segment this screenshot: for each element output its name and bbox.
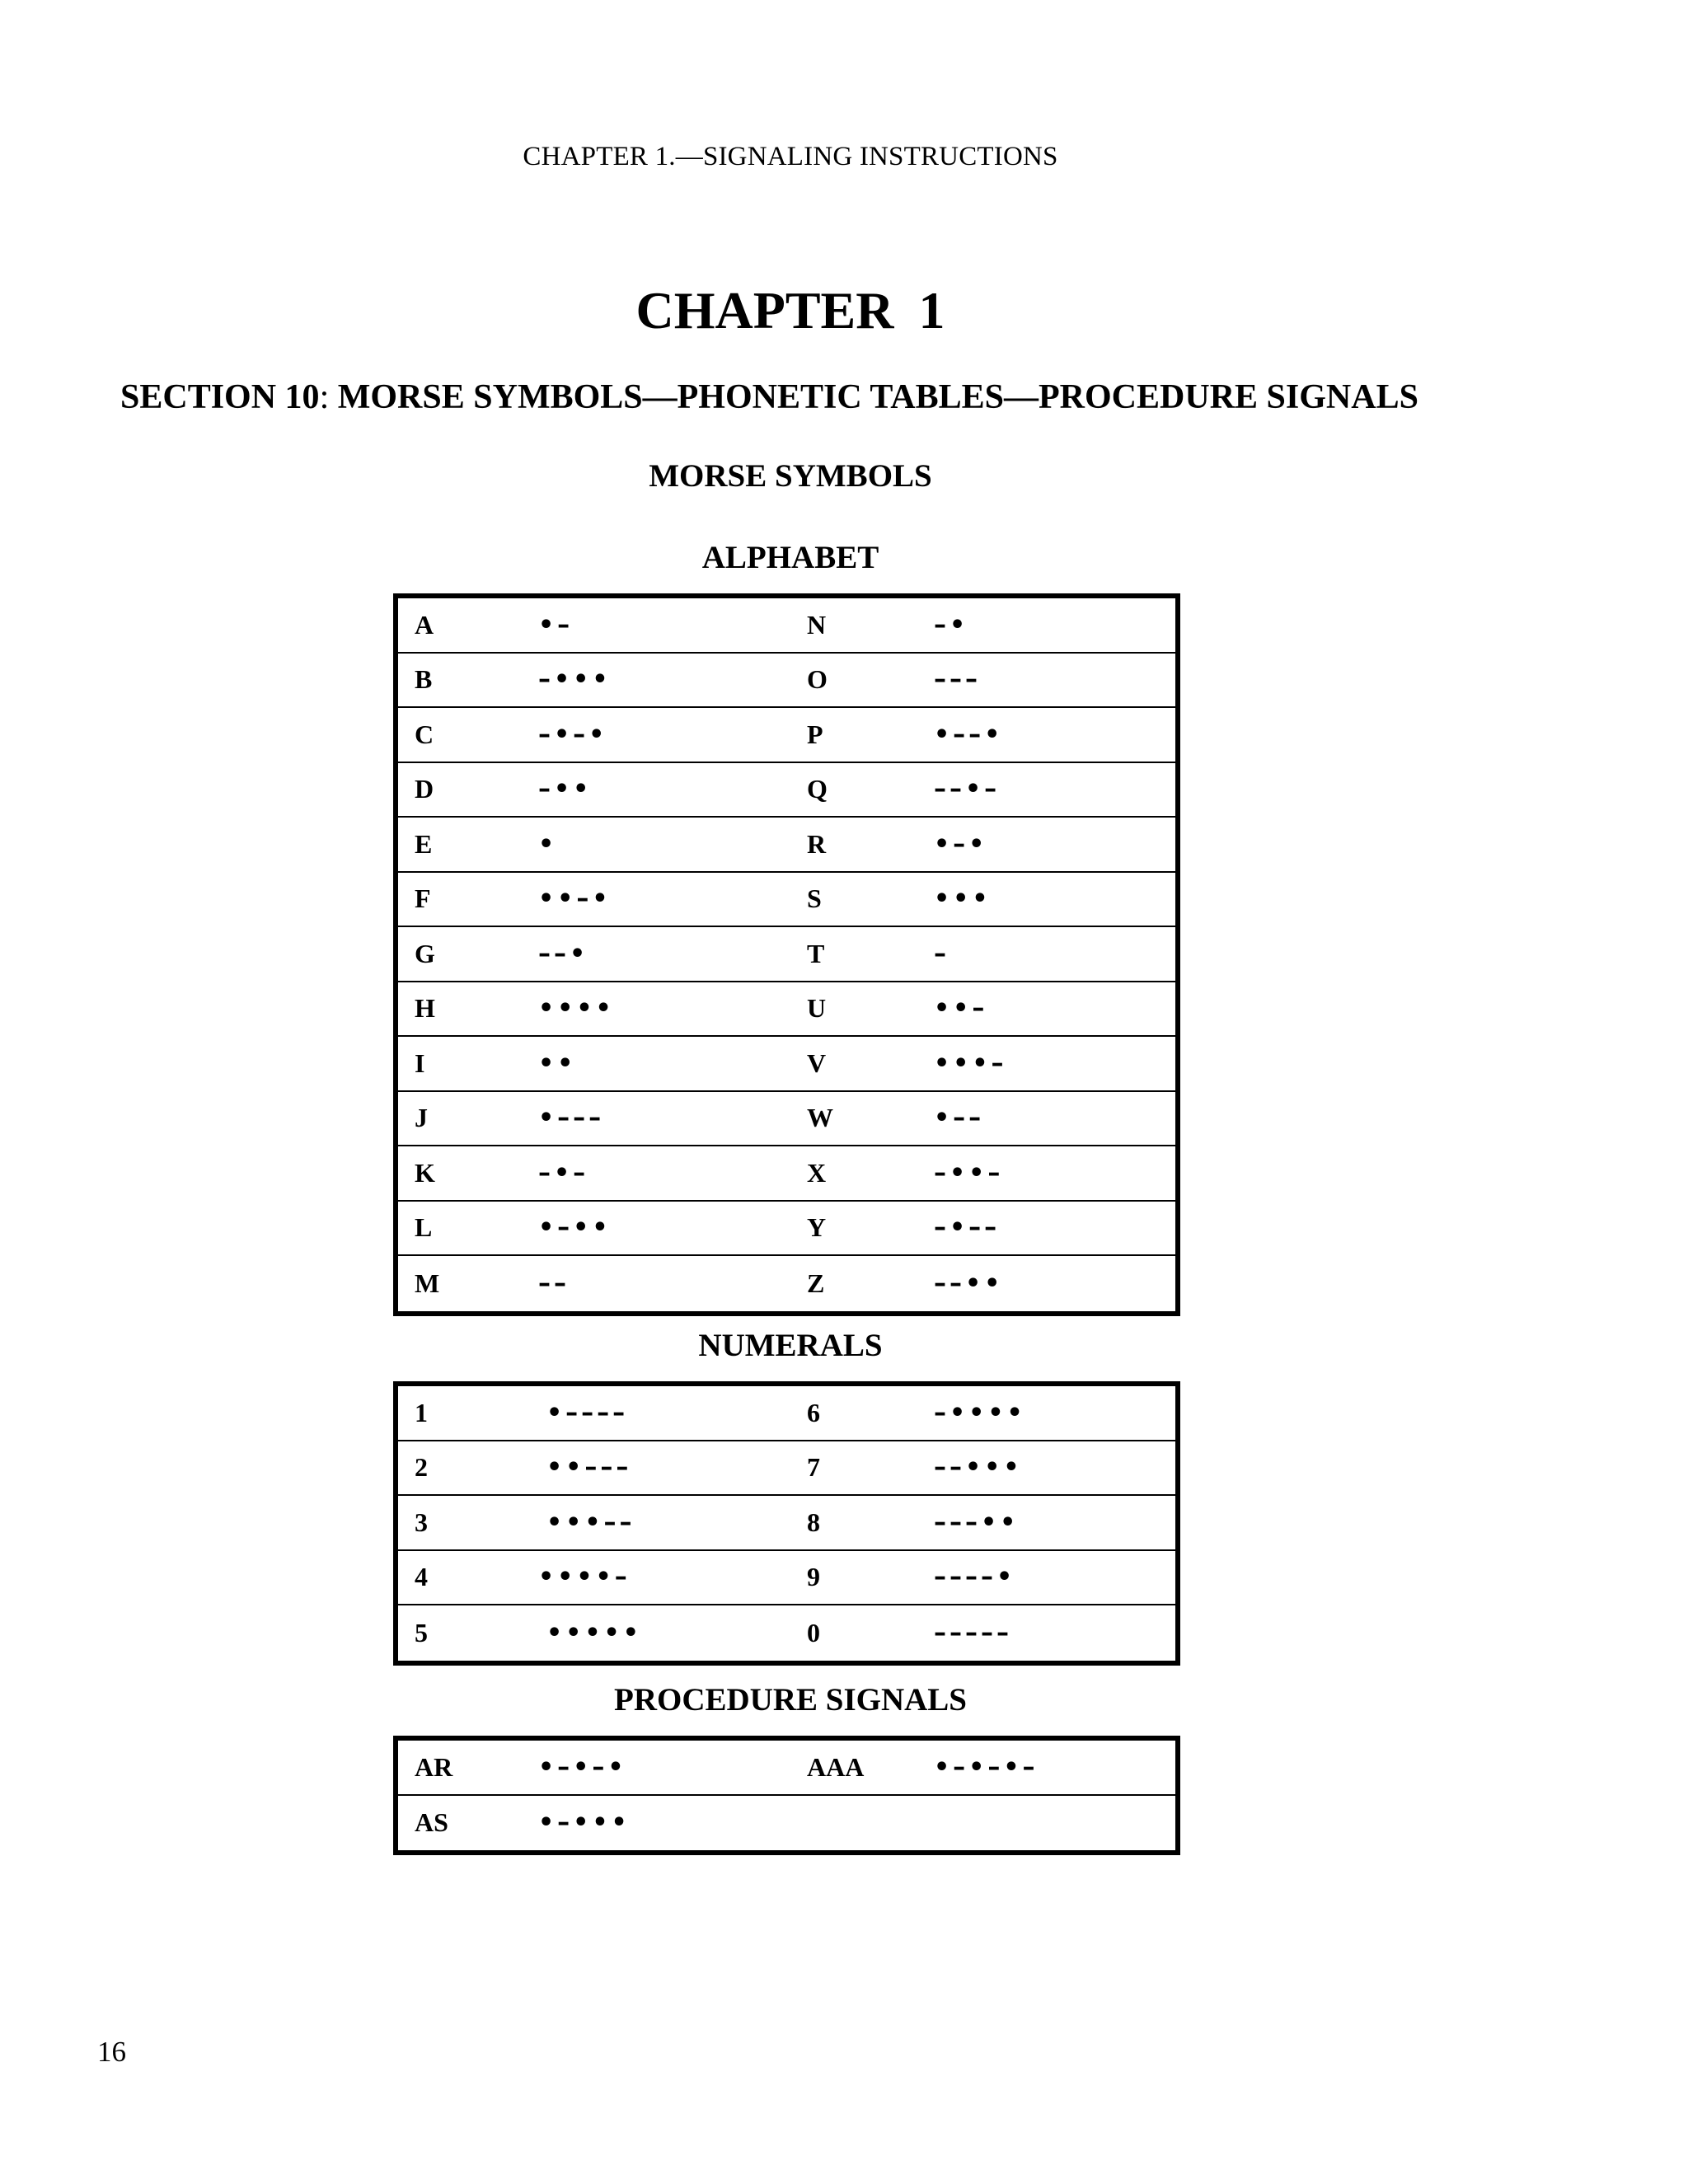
morse-code-cell: ––••• xyxy=(934,1453,1023,1483)
letter-cell: N xyxy=(807,609,827,640)
alphabet-table xyxy=(393,593,1180,1316)
morse-code-cell: •––– xyxy=(538,1104,605,1133)
table-row xyxy=(398,763,1175,818)
letter-cell: K xyxy=(415,1157,435,1188)
morse-code-cell: •––• xyxy=(934,719,1004,749)
morse-code-cell: ••– xyxy=(934,994,988,1024)
numeral-cell: 7 xyxy=(807,1452,820,1483)
letter-cell: W xyxy=(807,1103,833,1133)
numerals-table xyxy=(393,1381,1180,1666)
letter-cell: H xyxy=(415,993,435,1024)
numeral-cell: 6 xyxy=(807,1397,820,1427)
table-row xyxy=(398,1386,1175,1441)
morse-code-cell: –– xyxy=(538,1268,570,1298)
table-row xyxy=(398,1441,1175,1497)
table-row xyxy=(398,1146,1175,1202)
letter-cell: X xyxy=(807,1157,827,1188)
running-head: CHAPTER 1.—SIGNALING INSTRUCTIONS xyxy=(523,142,1058,171)
morse-code-cell: –•••• xyxy=(934,1398,1026,1427)
letter-cell: P xyxy=(807,719,823,749)
morse-code-cell: ••••• xyxy=(546,1618,642,1647)
morse-code-cell: ––•• xyxy=(934,1268,1004,1298)
letter-cell: S xyxy=(807,883,822,914)
signal-cell: AAA xyxy=(807,1751,865,1782)
morse-code-cell: •• xyxy=(538,1048,577,1078)
letter-cell: J xyxy=(415,1103,428,1133)
morse-code-cell: ••––– xyxy=(546,1453,632,1483)
morse-code-cell: •–•–•– xyxy=(934,1752,1039,1782)
table-row xyxy=(398,1037,1175,1092)
alphabet-heading: ALPHABET xyxy=(701,540,879,575)
table-row xyxy=(398,1092,1175,1147)
signal-cell: AS xyxy=(415,1807,448,1838)
morse-code-cell: •–– xyxy=(934,1104,985,1133)
letter-cell: M xyxy=(415,1268,440,1298)
morse-code-cell: –••• xyxy=(538,665,612,695)
letter-cell: Q xyxy=(807,774,828,804)
section-colon: : xyxy=(319,378,330,416)
morse-code-cell: ••–• xyxy=(538,884,612,914)
numerals-heading: NUMERALS xyxy=(698,1328,883,1363)
morse-code-cell: –•• xyxy=(538,775,593,804)
letter-cell: V xyxy=(807,1047,827,1078)
morse-code-cell: –•– xyxy=(538,1158,589,1188)
procedure-signals-table xyxy=(393,1736,1180,1855)
letter-cell: I xyxy=(415,1047,425,1078)
letter-cell: D xyxy=(415,774,434,804)
table-row xyxy=(398,1256,1175,1311)
morse-code-cell: •– xyxy=(538,610,574,640)
morse-code-cell: –•–– xyxy=(934,1213,1001,1243)
numeral-cell: 0 xyxy=(807,1617,820,1647)
morse-code-cell: •–•–• xyxy=(538,1752,627,1782)
morse-code-cell: •–––– xyxy=(546,1398,629,1427)
table-row xyxy=(398,654,1175,709)
table-row xyxy=(398,598,1175,654)
numeral-cell: 3 xyxy=(415,1507,428,1537)
numeral-cell: 9 xyxy=(807,1562,820,1592)
morse-code-cell: ––• xyxy=(538,939,589,968)
procedure-signals-heading: PROCEDURE SIGNALS xyxy=(614,1682,967,1718)
numeral-cell: 4 xyxy=(415,1562,428,1592)
numeral-cell: 8 xyxy=(807,1507,820,1537)
morse-code-cell: –• xyxy=(934,610,969,640)
letter-cell: F xyxy=(415,883,431,914)
numeral-cell: 5 xyxy=(415,1617,428,1647)
morse-code-cell: ––– xyxy=(934,665,981,695)
morse-code-cell: –•–• xyxy=(538,719,608,749)
morse-code-cell: •–••• xyxy=(538,1808,631,1838)
morse-code-cell: •••• xyxy=(538,994,615,1024)
morse-code-cell: •••–– xyxy=(546,1507,635,1537)
letter-cell: A xyxy=(415,609,434,640)
numeral-cell: 2 xyxy=(415,1452,428,1483)
letter-cell: B xyxy=(415,664,433,695)
morse-code-cell: –••– xyxy=(934,1158,1004,1188)
table-row xyxy=(398,1796,1175,1851)
section-title xyxy=(120,377,1472,417)
table-row xyxy=(398,1551,1175,1606)
table-row xyxy=(398,927,1175,982)
morse-code-cell: ••• xyxy=(934,884,992,914)
letter-cell: C xyxy=(415,719,434,749)
section-label: SECTION 10 xyxy=(120,378,320,416)
table-row xyxy=(398,818,1175,873)
morse-code-cell: •••– xyxy=(934,1048,1007,1078)
morse-code-cell: –––•• xyxy=(934,1507,1020,1537)
morse-code-cell: ••••– xyxy=(538,1563,631,1592)
chapter-title: CHAPTER 1 xyxy=(635,281,945,340)
morse-code-cell: •–• xyxy=(934,829,988,859)
morse-code-cell: ––•– xyxy=(934,775,1001,804)
letter-cell: Z xyxy=(807,1268,825,1298)
letter-cell: T xyxy=(807,938,825,968)
morse-code-cell: – xyxy=(934,939,950,968)
table-row xyxy=(398,1202,1175,1257)
letter-cell: O xyxy=(807,664,828,695)
table-row xyxy=(398,873,1175,928)
morse-symbols-heading: MORSE SYMBOLS xyxy=(649,458,932,494)
morse-code-cell: ––––– xyxy=(934,1618,1012,1647)
morse-code-cell: • xyxy=(538,829,558,859)
letter-cell: E xyxy=(415,828,433,859)
letter-cell: L xyxy=(415,1212,433,1243)
table-row xyxy=(398,1741,1175,1796)
table-row xyxy=(398,708,1175,763)
page-number: 16 xyxy=(97,2036,126,2068)
numeral-cell: 1 xyxy=(415,1397,428,1427)
signal-cell: AR xyxy=(415,1751,453,1782)
morse-code-cell: ––––• xyxy=(934,1563,1016,1592)
letter-cell: R xyxy=(807,828,827,859)
letter-cell: G xyxy=(415,938,435,968)
section-title-text: MORSE SYMBOLS—PHONETIC TABLES—PROCEDURE SIGNALS xyxy=(329,378,1418,416)
table-row xyxy=(398,1605,1175,1661)
letter-cell: U xyxy=(807,993,827,1024)
table-row xyxy=(398,982,1175,1038)
morse-code-cell: •–•• xyxy=(538,1213,612,1243)
letter-cell: Y xyxy=(807,1212,827,1243)
table-row xyxy=(398,1496,1175,1551)
